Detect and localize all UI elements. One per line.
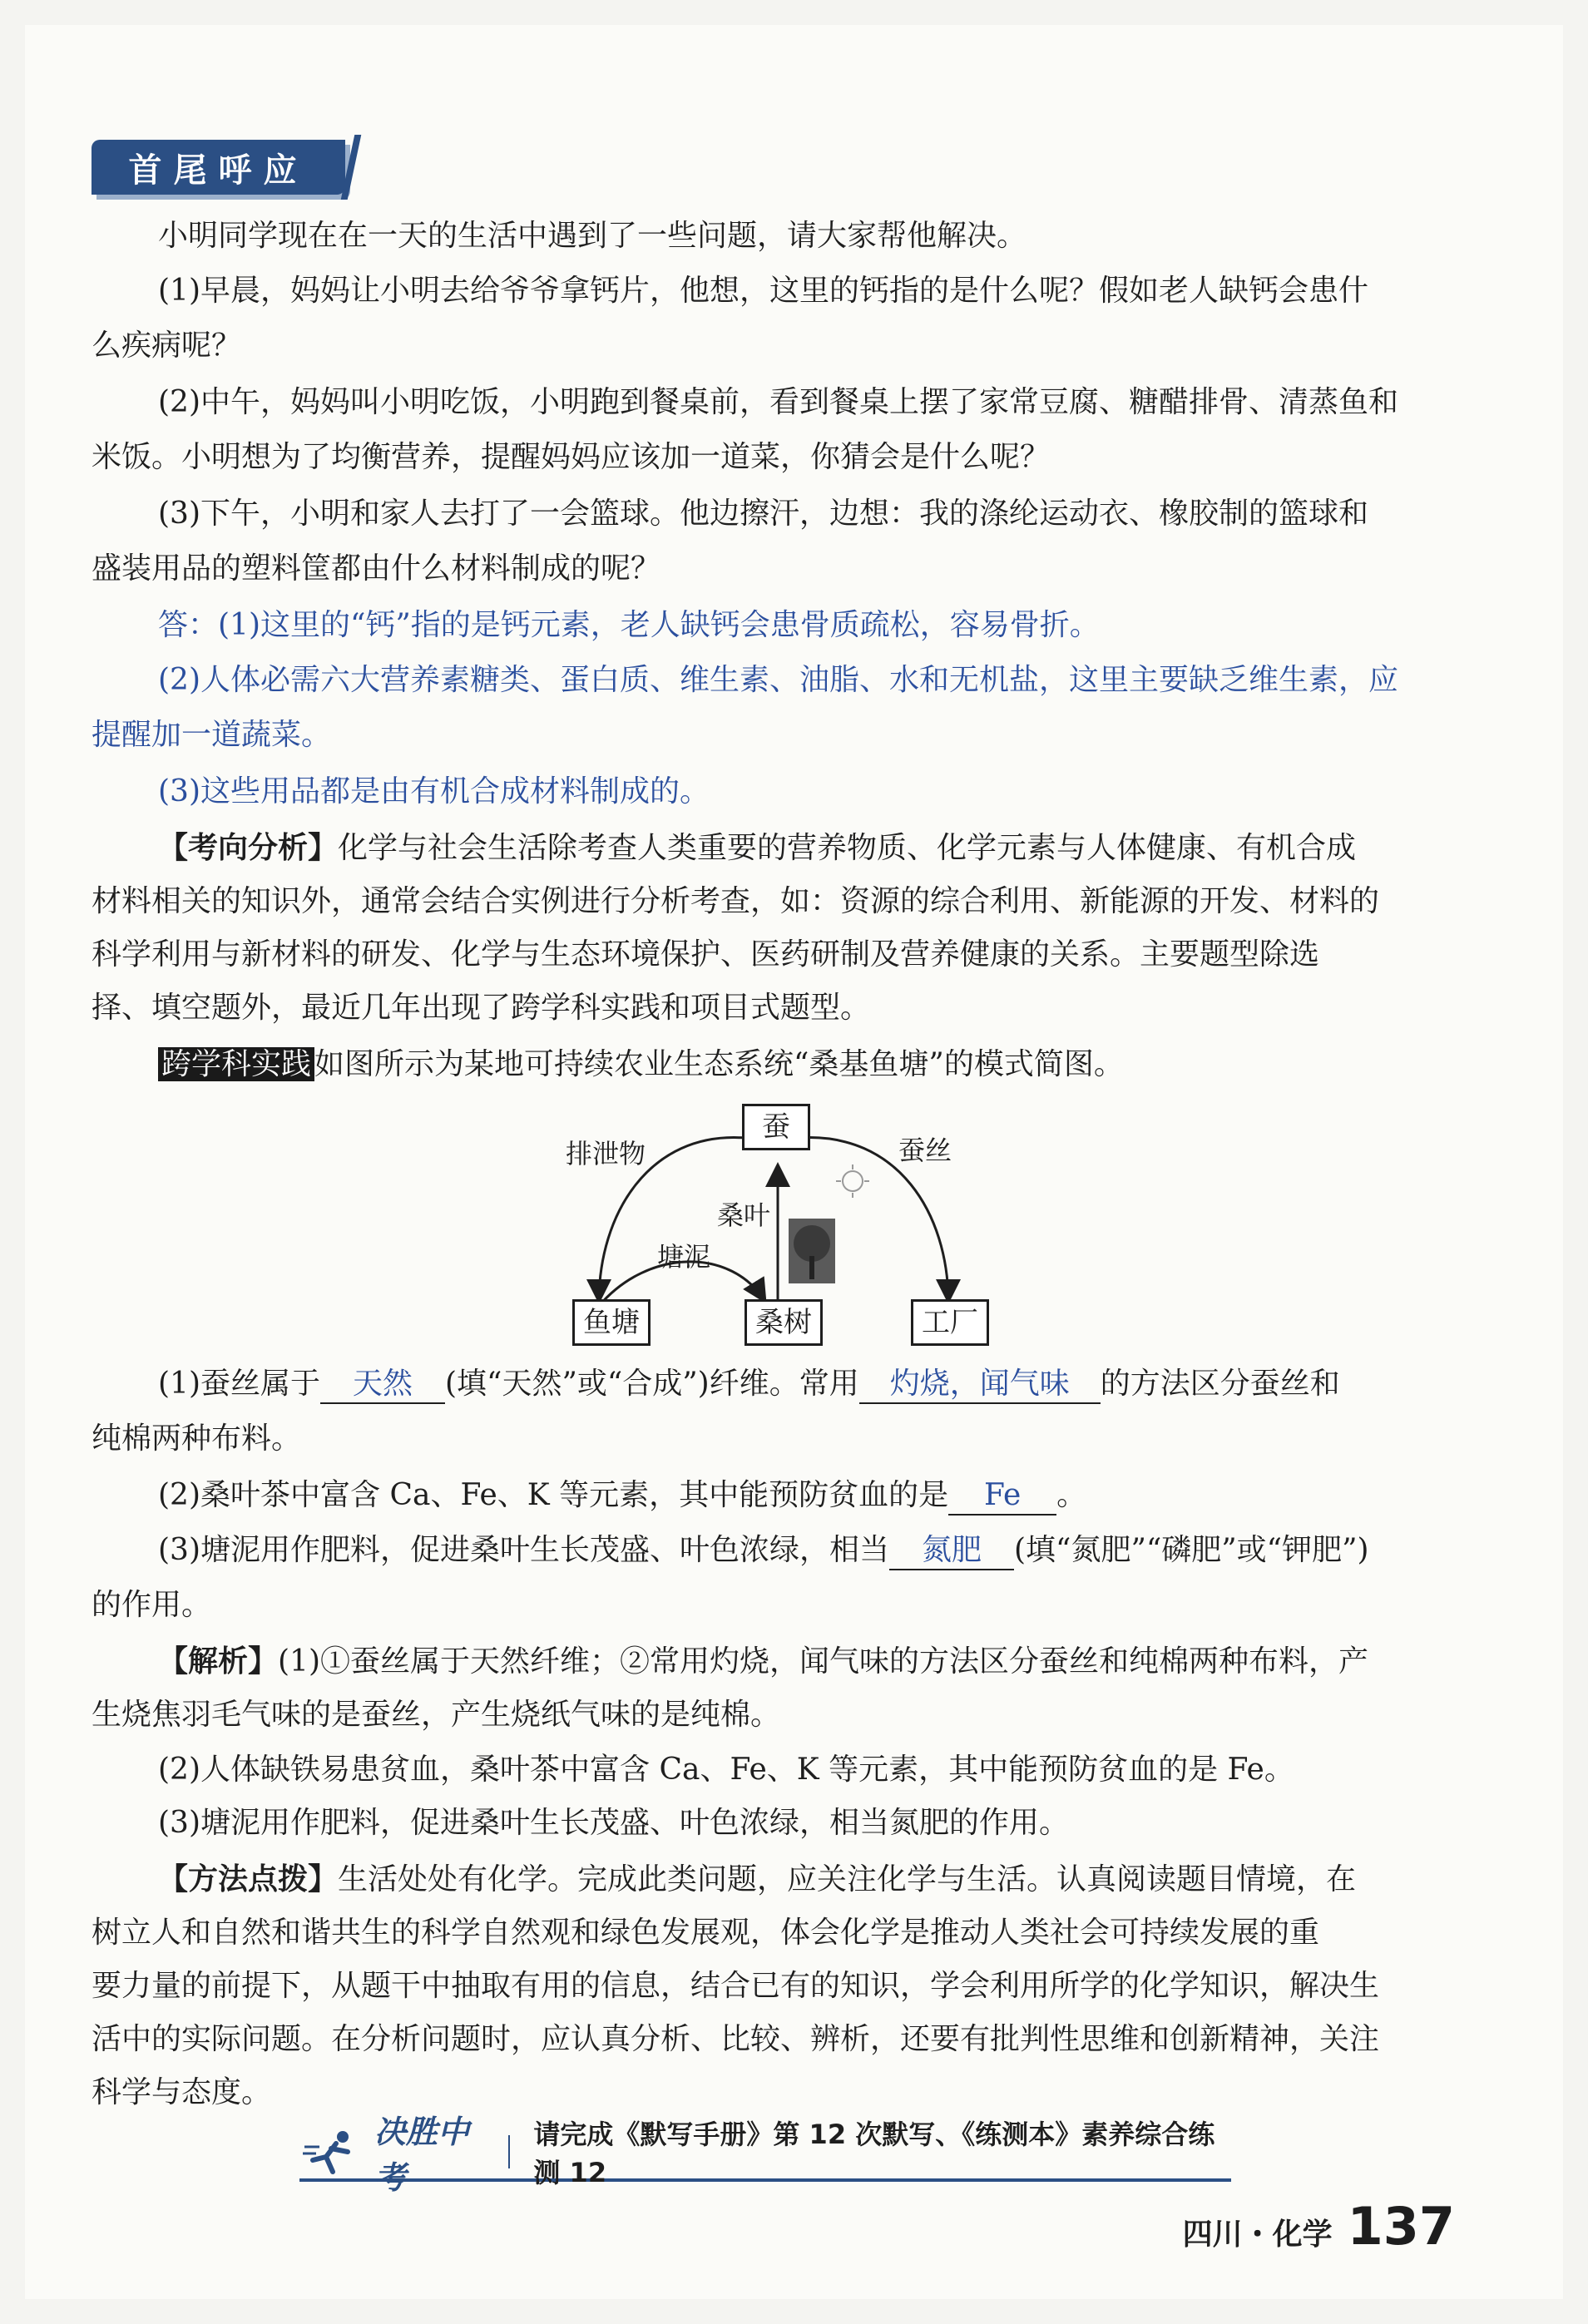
- method-line-2: 树立人和自然和谐共生的科学自然观和绿色发展观，体会化学是推动人类社会可持续发展的重: [92, 1916, 1320, 1950]
- section-header: 首尾呼应: [92, 140, 345, 195]
- label-mulberry-leaf: 桑叶: [717, 1199, 771, 1231]
- answer-2-line-1: (2)人体必需六大营养素糖类、蛋白质、维生素、油脂、水和无机盐，这里主要缺乏维生素，应: [158, 663, 1398, 697]
- question-1-line-2: 么疾病呢？: [92, 329, 242, 363]
- label-silk: 蚕丝: [898, 1135, 952, 1166]
- tree-icon: [789, 1219, 835, 1283]
- box-mulberry: 桑树: [745, 1299, 823, 1346]
- answer-2-line-2: 提醒加一道蔬菜。: [92, 718, 332, 752]
- method-line-4: 活中的实际问题。在分析问题时，应认真分析、比较、辨析，还要有批判性思维和创新精神，关注: [92, 2022, 1380, 2056]
- analysis-label: 【考向分析】: [158, 831, 339, 865]
- explain-line-4: (3)塘泥用作肥料，促进桑叶生长茂盛、叶色浓绿，相当氮肥的作用。: [158, 1806, 1069, 1840]
- label-pond-mud: 塘泥: [657, 1241, 711, 1273]
- box-fish-pond: 鱼塘: [572, 1299, 651, 1346]
- question-3-line-1: (3)下午，小明和家人去打了一会篮球。他边擦汗，边想：我的涤纶运动衣、橡胶制的篮球和: [158, 497, 1368, 531]
- page-number: 137: [1347, 2196, 1455, 2257]
- method-line-1: 【方法点拨】生活处处有化学。完成此类问题，应关注化学与生活。认真阅读题目情境，在: [158, 1862, 1357, 1896]
- blank-method: 灼烧，闻气味: [859, 1366, 1101, 1404]
- question-2-line-1: (2)中午，妈妈叫小明吃饭，小明跑到餐桌前，看到餐桌上摆了家常豆腐、糖醋排骨、清蒸鱼和: [158, 385, 1398, 419]
- box-factory: 工厂: [911, 1299, 989, 1346]
- question-2-line-2: 米饭。小明想为了均衡营养，提醒妈妈应该加一道菜，你猜会是什么呢？: [92, 440, 1051, 474]
- practice-tag: 跨学科实践: [158, 1047, 314, 1081]
- footer-instruction: 请完成《默写手册》第 12 次默写、《练测本》素养综合练测 12: [533, 2119, 1215, 2188]
- explain-label: 【解析】: [158, 1644, 279, 1679]
- practice-intro: 跨学科实践 如图所示为某地可持续农业生态系统“桑基鱼塘”的模式简图。: [158, 1046, 1464, 1083]
- intro-text: 小明同学现在在一天的生活中遇到了一些问题，请大家帮他解决。: [158, 219, 1027, 253]
- fill-question-1-line-2: 纯棉两种布料。: [92, 1422, 302, 1456]
- box-silkworm: 蚕: [742, 1104, 810, 1150]
- footer-banner: [299, 2114, 1231, 2196]
- explain-line-1: 【解析】(1)①蚕丝属于天然纤维；②常用灼烧，闻气味的方法区分蚕丝和纯棉两种布料，产: [158, 1644, 1369, 1679]
- analysis-line-1: 【考向分析】化学与社会生活除考查人类重要的营养物质、化学元素与人体健康、有机合成: [158, 831, 1357, 865]
- explain-line-3: (2)人体缺铁易患贫血，桑叶茶中富含 Ca、Fe、K 等元素，其中能预防贫血的是 Fe。: [158, 1753, 1294, 1787]
- fill-question-2: (2)桑叶茶中富含 Ca、Fe、K 等元素，其中能预防贫血的是 Fe 。: [158, 1477, 1464, 1516]
- fill-question-3: (3)塘泥用作肥料，促进桑叶生长茂盛、叶色浓绿，相当 氮肥 (填“氮肥”“磷肥”或“钾肥”): [158, 1532, 1464, 1570]
- analysis-line-2: 材料相关的知识外，通常会结合实例进行分析考查，如：资源的综合利用、新能源的开发、材料的: [92, 884, 1380, 918]
- blank-fiber-type: 天然: [320, 1366, 445, 1404]
- sun-icon: [836, 1164, 869, 1198]
- blank-fertilizer: 氮肥: [889, 1532, 1014, 1570]
- question-1-line-1: (1)早晨，妈妈让小明去给爷爷拿钙片，他想，这里的钙指的是什么呢？假如老人缺钙会患什: [158, 274, 1368, 308]
- fill-question-3-line-2: 的作用。: [92, 1588, 212, 1622]
- explain-line-2: 生烧焦羽毛气味的是蚕丝，产生烧纸气味的是纯棉。: [92, 1698, 781, 1732]
- analysis-line-4: 择、填空题外，最近几年出现了跨学科实践和项目式题型。: [92, 991, 871, 1025]
- label-excrement: 排泄物: [566, 1138, 646, 1169]
- method-line-5: 科学与态度。: [92, 2075, 272, 2109]
- question-3-line-2: 盛装用品的塑料筐都由什么材料制成的呢？: [92, 551, 661, 586]
- answer-3: (3)这些用品都是由有机合成材料制成的。: [158, 774, 710, 808]
- method-label: 【方法点拨】: [158, 1862, 339, 1896]
- page-footer: [1183, 2196, 1455, 2257]
- footer-brand: 决胜中考: [374, 2114, 470, 2196]
- runner-icon: [303, 2129, 361, 2175]
- analysis-line-3: 科学利用与新材料的研发、化学与生态环境保护、医药研制及营养健康的关系。主要题型除选: [92, 937, 1320, 972]
- fill-question-1: (1)蚕丝属于 天然 (填“天然”或“合成”)纤维。常用 灼烧，闻气味 的方法区分蚕丝和: [158, 1366, 1464, 1404]
- method-line-3: 要力量的前提下，从题干中抽取有用的信息，结合已有的知识，学会利用所学的化学知识，解决生: [92, 1969, 1380, 2003]
- blank-element: Fe: [948, 1477, 1056, 1516]
- answer-1: 答：(1)这里的“钙”指的是钙元素，老人缺钙会患骨质疏松，容易骨折。: [158, 608, 1100, 642]
- subject-label: 四川・化学: [1182, 2218, 1333, 2252]
- footer-divider: [508, 2135, 511, 2168]
